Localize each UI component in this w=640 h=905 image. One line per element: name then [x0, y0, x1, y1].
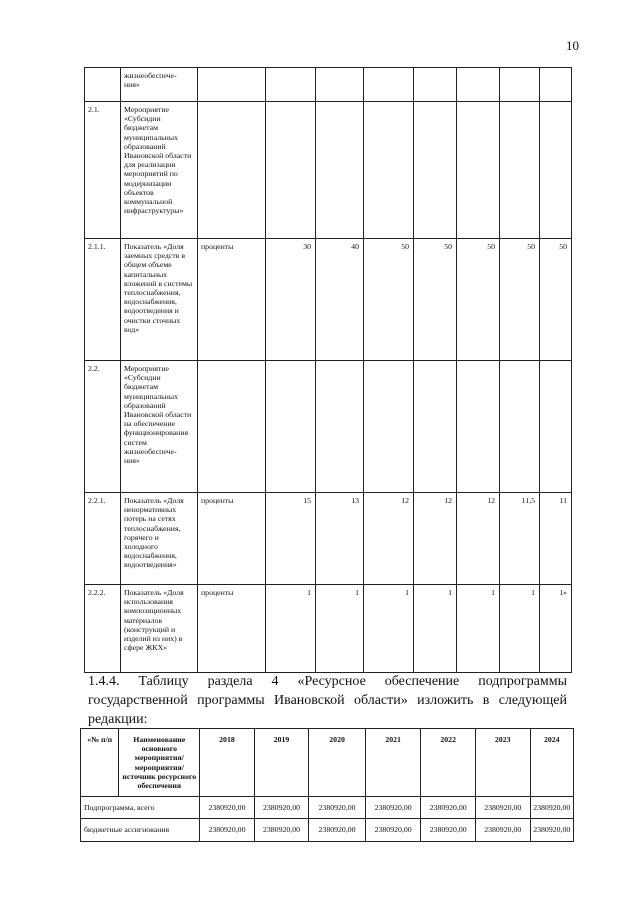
header-year: 2019	[254, 729, 309, 797]
row-value	[540, 102, 572, 239]
row-value	[316, 68, 364, 102]
row-number: 2.2.2.	[85, 585, 121, 673]
row-value: 1	[500, 585, 540, 673]
row-value: 2380920,00	[475, 819, 530, 841]
row-name: Мероприятие «Субсидии бюджетам муниципальных образований Ивановской области для реализации мероприятий по модернизации объектов коммунальной инфраструктуры»	[121, 102, 198, 239]
row-value: 11	[540, 493, 572, 585]
row-value: 2380920,00	[254, 797, 309, 819]
row-value: 2380920,00	[254, 819, 309, 841]
row-unit	[198, 361, 266, 493]
table-row	[85, 361, 572, 493]
section-paragraph: 1.4.4. Таблицу раздела 4 «Ресурсное обеспечение подпрограммы государственной программы Ивановской области» изложить в следующей редакции:	[88, 674, 567, 727]
row-value: 50	[540, 239, 572, 361]
table-row	[85, 102, 572, 239]
row-value	[316, 361, 364, 493]
row-value	[414, 361, 457, 493]
row-value: 2380920,00	[530, 819, 574, 841]
row-number: 2.1.1.	[85, 239, 121, 361]
row-value: 12	[364, 493, 414, 585]
row-value	[540, 68, 572, 102]
row-value: 2380920,00	[309, 797, 366, 819]
table-row	[81, 819, 574, 841]
row-value: 2380920,00	[421, 797, 476, 819]
row-value	[500, 361, 540, 493]
header-year: 2023	[475, 729, 530, 797]
row-unit	[198, 102, 266, 239]
header-no: «№ п/п	[81, 729, 119, 797]
table-row	[85, 68, 572, 102]
row-value	[414, 68, 457, 102]
table-row	[81, 797, 574, 819]
table-header-row	[81, 729, 574, 797]
row-name: Показатель «Доля использования композиционных материалов (конструкций и изделий из них) в сфере ЖКХ»	[121, 585, 198, 673]
row-value	[266, 68, 316, 102]
row-value: 50	[414, 239, 457, 361]
row-value: 12	[457, 493, 500, 585]
row-value: 1	[414, 585, 457, 673]
row-number: 2.2.1.	[85, 493, 121, 585]
page-number: 10	[566, 38, 579, 53]
row-number: 2.2.	[85, 361, 121, 493]
row-name: Мероприятие «Субсидии бюджетам муниципальных образований Ивановской области на обеспечение функционирования систем жизнеобеспече- ния»	[121, 361, 198, 493]
row-value: 1	[316, 585, 364, 673]
header-year: 2021	[365, 729, 421, 797]
row-value: 1	[364, 585, 414, 673]
row-label: бюджетные ассигнования	[81, 819, 200, 841]
row-value: 13	[316, 493, 364, 585]
table-row	[85, 239, 572, 361]
table-row	[85, 585, 572, 673]
row-label: Подпрограмма, всего	[81, 797, 200, 819]
row-value: 15	[266, 493, 316, 585]
row-value	[457, 102, 500, 239]
row-value: 2380920,00	[475, 797, 530, 819]
row-number: 2.1.	[85, 102, 121, 239]
row-value	[500, 102, 540, 239]
row-value: 1	[457, 585, 500, 673]
header-year: 2022	[421, 729, 476, 797]
row-value: 12	[414, 493, 457, 585]
row-value: 40	[316, 239, 364, 361]
row-unit	[198, 68, 266, 102]
row-value	[414, 102, 457, 239]
row-value	[457, 68, 500, 102]
header-name: Наименование основного мероприятия/ мероприятия/ источник ресурсного обеспечения	[119, 729, 200, 797]
row-value: 50	[364, 239, 414, 361]
header-year: 2020	[309, 729, 366, 797]
row-value	[540, 361, 572, 493]
row-value: 50	[500, 239, 540, 361]
table-row	[85, 493, 572, 585]
row-value	[500, 68, 540, 102]
header-year: 2024	[530, 729, 574, 797]
row-number	[85, 68, 121, 102]
row-value: 2380920,00	[421, 819, 476, 841]
row-value: 50	[457, 239, 500, 361]
row-name: жизнеобеспече- ния»	[121, 68, 198, 102]
row-name: Показатель «Доля ненормативных потерь на сетях теплоснабжения, горячего и холодного водоснабжения, водоотведения»	[121, 493, 198, 585]
row-unit: проценты	[198, 493, 266, 585]
row-value: 2380920,00	[200, 819, 255, 841]
row-value: 2380920,00	[309, 819, 366, 841]
row-name: Показатель «Доля заемных средств в общем объеме капитальных вложений в системы теплоснабжения, водоснабжения, водоотведения и очистки сточных вод»	[121, 239, 198, 361]
row-value	[364, 68, 414, 102]
row-unit: проценты	[198, 239, 266, 361]
indicators-table	[84, 67, 572, 673]
row-value: 1»	[540, 585, 572, 673]
row-value	[316, 102, 364, 239]
row-value: 11,5	[500, 493, 540, 585]
header-year: 2018	[200, 729, 255, 797]
row-value: 2380920,00	[365, 819, 421, 841]
row-value: 2380920,00	[365, 797, 421, 819]
row-value	[457, 361, 500, 493]
row-unit: проценты	[198, 585, 266, 673]
row-value: 2380920,00	[530, 797, 574, 819]
row-value: 2380920,00	[200, 797, 255, 819]
row-value	[266, 361, 316, 493]
row-value	[364, 102, 414, 239]
row-value: 30	[266, 239, 316, 361]
row-value	[266, 102, 316, 239]
resources-table	[80, 728, 574, 842]
row-value: 1	[266, 585, 316, 673]
row-value	[364, 361, 414, 493]
